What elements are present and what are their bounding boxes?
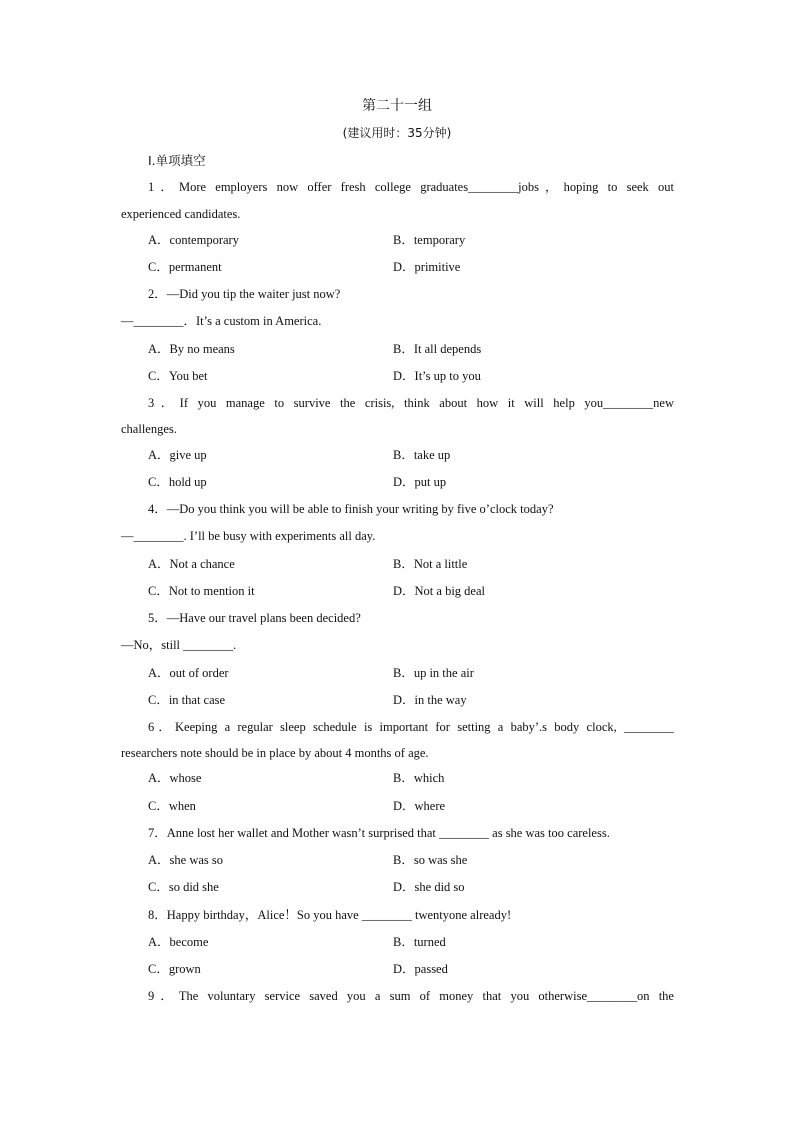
question-3-option-a: A．give up [148,448,207,462]
question-4-option-d: D．Not a big deal [393,584,485,598]
question-1-option-b: B．temporary [393,233,466,247]
question-2-option-c: C．You bet [148,369,208,383]
question-5-response: —No，still ________. [121,638,237,652]
question-1-stem-continued: experienced candidates. [121,207,241,221]
question-8-option-b: B．turned [393,935,446,949]
question-5-stem: 5．—Have our travel plans been decided? [148,611,361,625]
question-1-option-c: C．permanent [148,260,222,274]
question-1-stem: 1．More employers now offer fresh college graduates________jobs，hoping to seek out [148,180,674,194]
question-3-stem: 3．If you manage to survive the crisis, think about how it will help you________new [148,396,674,410]
question-3-option-d: D．put up [393,475,447,489]
question-2-option-a: A．By no means [148,342,235,356]
question-5-option-a: A．out of order [148,666,229,680]
section-heading: Ⅰ.单项填空 [148,153,206,168]
question-3-stem-continued: challenges. [121,422,177,436]
page-title: 第二十一组 [362,98,432,114]
question-8-option-a: A．become [148,935,209,949]
question-8-option-c: C．grown [148,962,201,976]
question-6-option-c: C．when [148,799,196,813]
question-4-stem: 4．—Do you think you will be able to finish your writing by five o’clock today? [148,502,554,516]
question-8-stem: 8．Happy birthday，Alice！So you have ________ twentyone already! [148,908,512,922]
question-5-option-c: C．in that case [148,693,226,707]
question-7-option-d: D．she did so [393,880,465,894]
question-2-stem: 2．—Did you tip the waiter just now? [148,287,341,301]
question-4-option-a: A．Not a chance [148,557,235,571]
question-5-option-d: D．in the way [393,693,467,707]
question-1-option-a: A．contemporary [148,233,239,247]
question-3-option-b: B．take up [393,448,451,462]
question-2-option-b: B．It all depends [393,342,482,356]
question-6-option-b: B．which [393,771,445,785]
question-6-option-a: A．whose [148,771,202,785]
question-5-option-b: B．up in the air [393,666,474,680]
question-3-option-c: C．hold up [148,475,207,489]
question-6-stem-continued: researchers note should be in place by about 4 months of age. [121,746,429,760]
question-7-stem: 7．Anne lost her wallet and Mother wasn’t surprised that ________ as she was too careless. [148,826,610,840]
time-suggestion: (建议用时：35分钟) [342,126,452,140]
question-7-option-a: A．she was so [148,853,223,867]
question-6-option-d: D．where [393,799,446,813]
question-7-option-b: B．so was she [393,853,468,867]
question-6-stem: 6．Keeping a regular sleep schedule is important for setting a baby’.s body clock, ________ [148,720,674,734]
question-2-option-d: D．It’s up to you [393,369,481,383]
question-4-option-b: B．Not a little [393,557,468,571]
question-1-option-d: D．primitive [393,260,461,274]
question-7-option-c: C．so did she [148,880,219,894]
question-2-response: —________．It’s a custom in America. [121,314,322,328]
question-8-option-d: D．passed [393,962,448,976]
question-4-option-c: C．Not to mention it [148,584,255,598]
question-9-stem: 9．The voluntary service saved you a sum of money that you otherwise________on the [148,989,674,1003]
question-4-response: —________. I’ll be busy with experiments all day. [121,529,376,543]
